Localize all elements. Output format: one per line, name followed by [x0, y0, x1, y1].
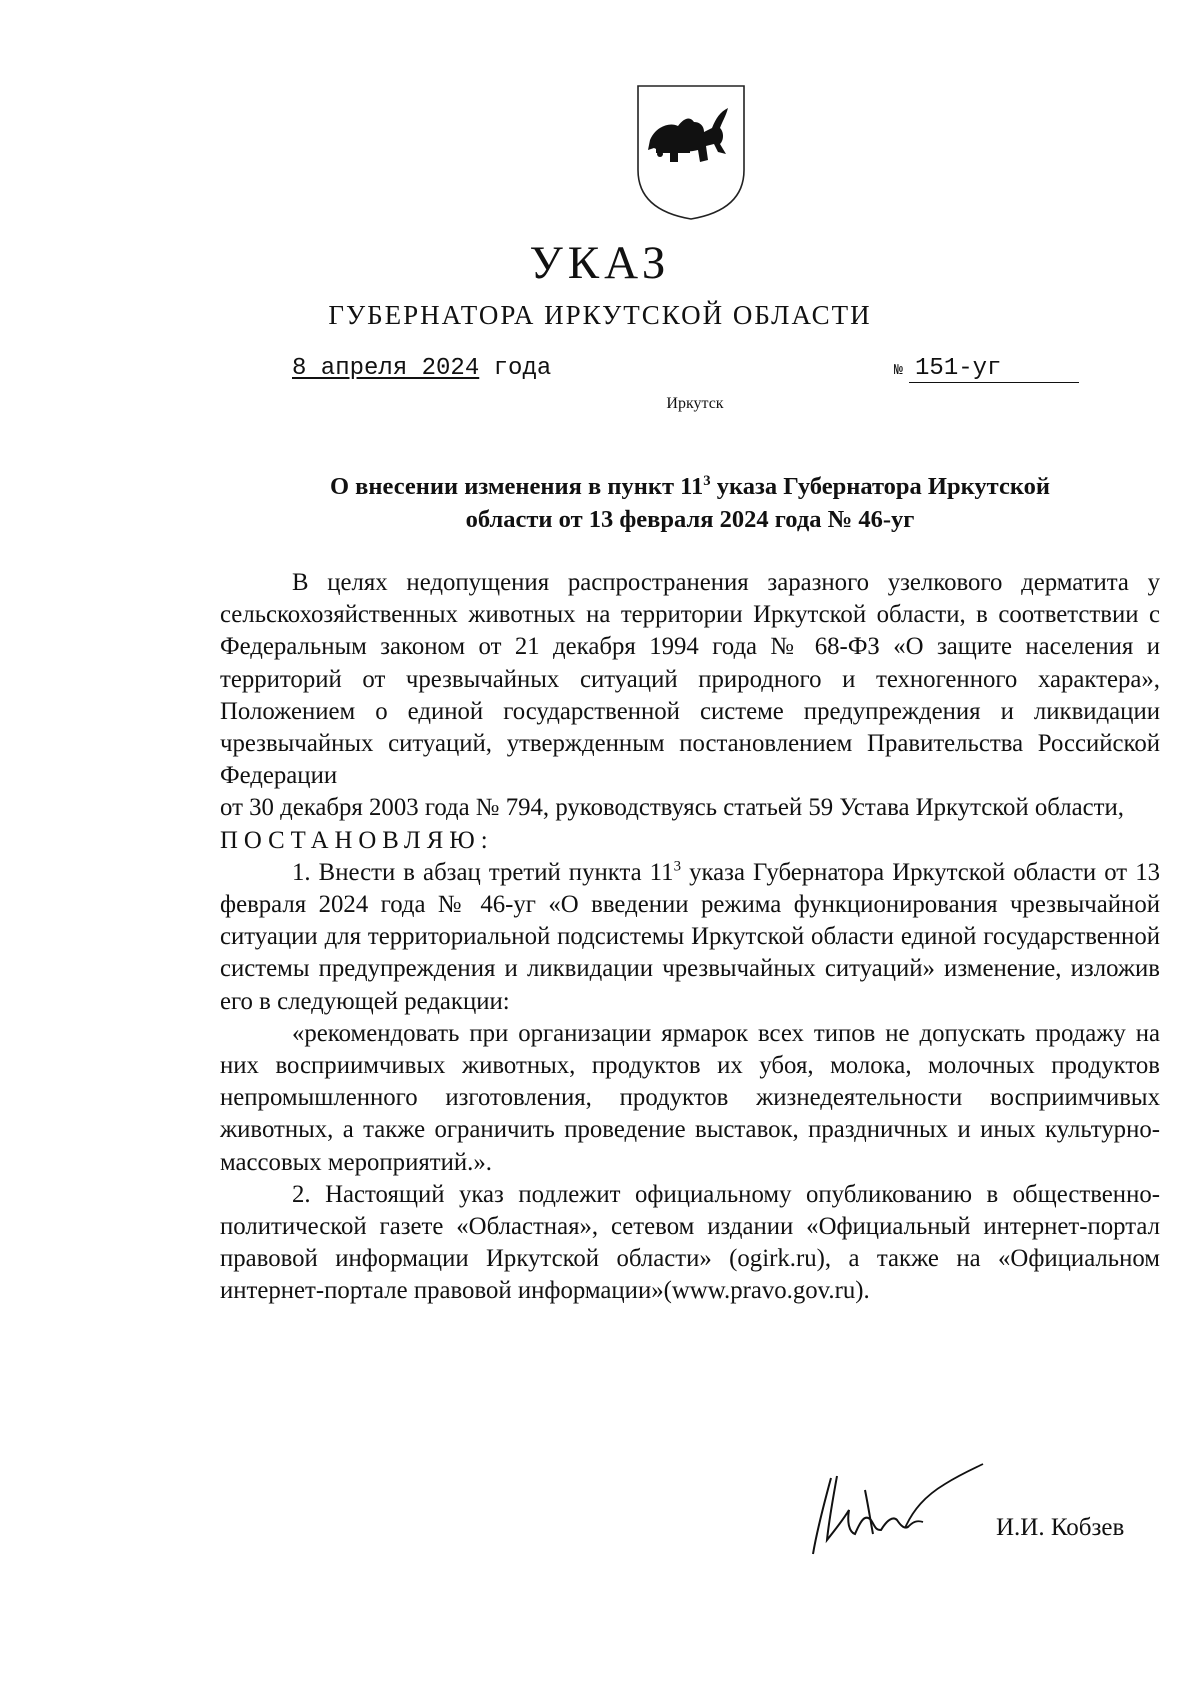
document-subtitle: ГУБЕРНАТОРА ИРКУТСКОЙ ОБЛАСТИ — [328, 300, 872, 330]
heading-line-1: О внесении изменения в пункт $11^3$ указа Губернатора Иркутской — [330, 472, 1050, 500]
preamble-paragraph: В целях недопущения распространения заразного узелкового дерматита у сельскохозяйственных животных на территории Иркутской области, в соответствии с Федеральным законом от 21 декабря 1994 года № 68-ФЗ «О защите населения и территорий от чрезвычайных ситуаций природного и техногенного характера», Положением о единой государственной системе предупреждения и ликвидации чрезвычайных ситуаций, утвержденным постановлением Правительства Российской Федерации — [220, 569, 1160, 790]
date-suffix: года — [479, 355, 552, 382]
item-2-paragraph: 2. Настоящий указ подлежит официальному опубликованию в общественно-политической газете «Областная», сетевом издании «Официальный интернет-портал правовой информации Иркутской области» (ogirk.ru), а также на «Официальном интернет-портале правовой информации»(www.pravo.gov.ru). — [220, 1180, 1160, 1305]
document-body — [220, 567, 1160, 1308]
document-date — [292, 355, 551, 382]
number-value: 151-уг — [909, 355, 1079, 383]
document-heading — [220, 470, 1160, 536]
signer-name: И.И. Кобзев — [996, 1514, 1125, 1541]
heading-line-2: области от 13 февраля 2024 года № 46-уг — [465, 506, 915, 533]
document-title: УКАЗ — [529, 237, 671, 289]
document-number — [894, 355, 1094, 383]
document-city: Иркутск — [666, 395, 724, 412]
coat-of-arms-emblem — [634, 82, 748, 222]
quote-paragraph: «рекомендовать при организации ярмарок всех типов не допускать продажу на них восприимчивых животных, продуктов их убоя, молока, молочных продуктов непромышленного изготовления, продуктов жизнедеятельности восприимчивых животных, а также ограничить проведение выставок, праздничных и иных культурно-массовых мероприятий.». — [220, 1019, 1160, 1176]
decree-word: ПОСТАНОВЛЯЮ: — [220, 826, 494, 854]
handwritten-signature — [805, 1450, 985, 1570]
preamble-tail: от 30 декабря 2003 года № 794, руководствуясь статьей 59 Устава Иркутской области, — [220, 794, 1124, 822]
number-sign: № — [894, 362, 904, 379]
date-value: 8 апреля 2024 — [292, 355, 480, 382]
item-1-paragraph: 1. Внести в абзац третий пункта $11^3$ указа Губернатора Иркутской области от 13 февраля 2024 года № 46-уг «О введении режима функционирования чрезвычайной ситуации для территориальной подсистемы Иркутской области единой государственной системы предупреждения и ликвидации чрезвычайных ситуаций» изменение, изложив его в следующей редакции: — [220, 858, 1160, 1015]
